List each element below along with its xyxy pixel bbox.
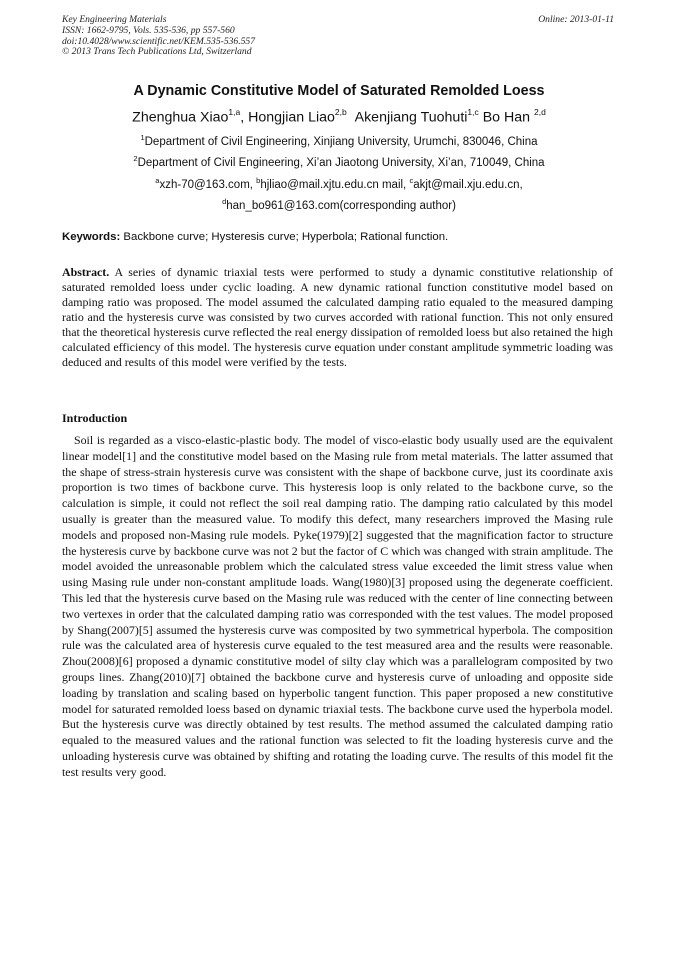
affiliation-sup: 2: [133, 154, 138, 163]
email-text: xzh-70@163.com,: [159, 178, 257, 191]
affiliation: [0, 152, 678, 170]
journal-name: Key Engineering Materials: [62, 14, 167, 25]
email-sup: a: [155, 176, 160, 185]
email-line: [0, 174, 678, 192]
author-name: Akenjiang Tuohuti: [354, 109, 468, 126]
email-sup: b: [256, 176, 261, 185]
email-text: akjt@mail.xju.edu.cn,: [413, 178, 523, 191]
affiliation: [0, 131, 678, 149]
author-list: Zhenghua Xiao$^{1,a}$, Hongjian Liao$^{2,b}$ Akenjiang Tuohuti$^{1,c}$ Bo Han $^{2,d}$: [132, 107, 546, 126]
affiliation-text: Department of Civil Engineering, Xinjiang University, Urumchi, 830046, China: [144, 135, 538, 148]
online-date: Online: 2013-01-11: [538, 14, 614, 25]
section-heading: Introduction: [62, 411, 128, 425]
email-line: [0, 195, 678, 213]
issn-line: ISSN: 1662-9795, Vols. 535-536, pp 557-560: [62, 24, 235, 36]
abstract-text: A series of dynamic triaxial tests were performed to study a dynamic constitutive relationship of saturated remolded loess under cyclic loading. A new dynamic rational function constitutive model based on damping ratio was proposed. The model assumed the calculated damping ratio equaled to the measured damping ratio and the hysteresis curve was consisted by two curves accorded with rational function. This not only ensured that the theoretical hysteresis curve reflected the real energy dissipation of remolded loess but also retained the high calculated efficiency of this model. The hysteresis curve equation under constant amplitude symmetric loading was deduced and results of this model were verified by the tests.: [62, 265, 613, 369]
keywords: [62, 230, 618, 244]
author-sup: 2,b: [334, 107, 347, 117]
email-text: han_bo961@163.com(corresponding author): [226, 199, 456, 212]
paper-title: A Dynamic Constitutive Model of Saturated Remolded Loess: [133, 83, 545, 99]
email-text: hjliao@mail.xjtu.edu.cn mail,: [260, 178, 410, 191]
email-sup: d: [222, 197, 227, 206]
author-sup: 1,c: [467, 107, 479, 117]
email-sup: c: [409, 176, 414, 185]
affiliation-text: Department of Civil Engineering, Xi’an Jiaotong University, Xi’an, 710049, China: [137, 156, 545, 169]
introduction-body: Soil is regarded as a visco-elastic-plastic body. The model of visco-elastic body usually used are the equivalent linear model[1] and the constitutive model based on the Masing rule from metal materials. The latter assumed that the shape of stress-strain hysteresis curve was consistent with the shape of backbone curve, just its coordinate axis proportion is two times of backbone curve. This hysteresis loop is only related to the backbone curve, so the calculation is simple, it could not reflect the soil real damping ratio. The damping ratio calculated by this model usually is greater than the measured value. To modify this defect, many researchers improved the Masing rule models and proposed non-Masing rule models. Pyke(1979)[2] suggested that the magnification factor to structure the hysteresis curve by backbone curve was not 2 but the factor of C which was changed with strain amplitude. The model avoided the unreasonable problem which the calculated stress value exceeded the limit stress value when using Masing rule under non-constant amplitude loads. Wang(1980)[3] proposed using the degenerate coefficient. This led that the hysteresis curve based on the Masing rule was reduced with the center of line connecting between two vertexes in order that the calculated damping ratio was corresponded with the test values. The model proposed by Shang(2007)[5] assumed the hysteresis curve was composited by two symmetrical hyperbola. The composition rule was the calculated area of hysteresis curve equaled to the test measured area and the results were reasonable. Zhou(2008)[6] proposed a dynamic constitutive model of silty clay which was a parallelogram composited by two groups lines. Zhang(2010)[7] obtained the backbone curve and hysteresis curve of unloading and opposite side loading by translation and scaling based on hyperbolic tangent function. This paper proposed a new constitutive model for saturated remolded loess based on dynamic triaxial tests. The backbone curve used the hyperbola model. But the hysteresis curve was directly obtained by test results. The method assumed the calculated damping ratio equaled to the measured values and the rational function was selected to fit the loading hysteresis curve and the unloading hysteresis curve was obtained by shifting and rotating the loading curve. The results of this model fit the test results very good.: [62, 433, 613, 779]
affiliation-sup: 1: [140, 133, 145, 142]
abstract-label: Abstract.: [62, 265, 110, 279]
author-sup: 2,d: [534, 107, 546, 117]
keywords-text: Backbone curve; Hysteresis curve; Hyperbola; Rational function.: [123, 231, 449, 243]
copyright-line: © 2013 Trans Tech Publications Ltd, Switzerland: [62, 46, 252, 58]
doi-line: doi:10.4028/www.scientific.net/KEM.535-536.557: [62, 35, 256, 47]
journal-header: [62, 15, 255, 58]
author-name: Hongjian Liao: [248, 109, 335, 126]
keywords-label: Keywords:: [62, 231, 121, 243]
author-name: Bo Han: [482, 109, 531, 126]
abstract: [62, 265, 613, 370]
author-sup: 1,a: [228, 107, 241, 117]
author-name: Zhenghua Xiao: [132, 109, 229, 126]
